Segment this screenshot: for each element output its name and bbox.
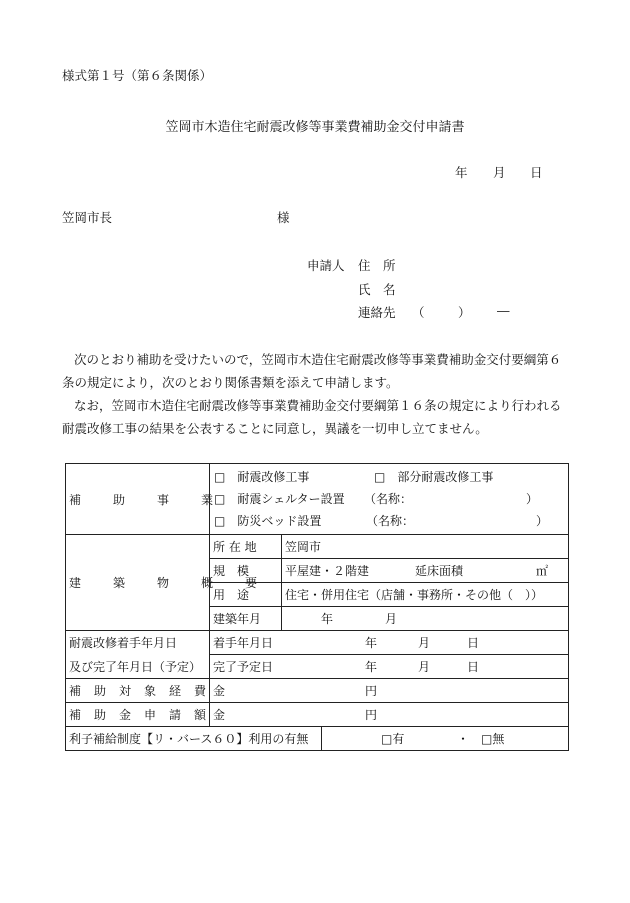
cost-label: 補 助 対 象 経 費	[66, 679, 210, 703]
option-partial-retrofit[interactable]: □ 部分耐震改修工事	[374, 470, 494, 484]
start-label: 着手年月日	[213, 635, 274, 650]
form-id: 様式第１号（第６条関係）	[62, 68, 213, 83]
floor-area-unit: ㎡	[536, 563, 549, 578]
request-label: 補 助 金 申 請 額	[66, 703, 210, 727]
applicant-address-label: 住 所	[358, 258, 396, 273]
cost-cell	[210, 679, 569, 703]
building-label: 建 築 物 概 要	[66, 535, 210, 631]
application-table	[65, 463, 569, 751]
interest-yes[interactable]: □有	[381, 731, 405, 746]
end-cell	[210, 655, 569, 679]
start-month: 月	[418, 635, 431, 650]
cost-prefix: 金	[213, 683, 226, 698]
start-cell	[210, 631, 569, 655]
contact-dash: ―	[497, 303, 510, 318]
bed-name-label: （名称：	[366, 514, 415, 528]
use-label: 用 途	[210, 583, 282, 607]
request-unit: 円	[365, 707, 378, 722]
end-label: 完了予定日	[213, 659, 274, 674]
date-year: 年	[455, 165, 468, 180]
scale-value: 平屋建・２階建	[285, 563, 370, 578]
built-label: 建築年月	[210, 607, 282, 631]
schedule-label-2: 及び完了年月日（予定）	[66, 655, 210, 679]
contact-open-paren: （	[412, 305, 425, 320]
request-prefix: 金	[213, 707, 226, 722]
option-disaster-bed[interactable]: □ 防災ベッド設置	[214, 514, 322, 528]
page-title: 笠岡市木造住宅耐震改修等事業費補助金交付申請書	[165, 120, 465, 135]
bed-name-close: ）	[536, 514, 549, 528]
addressee-name: 笠岡市長	[62, 210, 113, 225]
request-cell	[210, 703, 569, 727]
built-year: 年	[321, 611, 334, 626]
applicant-name-label: 氏 名	[358, 282, 396, 297]
scale-cell	[282, 559, 569, 583]
date-month: 月	[493, 165, 506, 180]
interest-cell	[322, 727, 569, 751]
applicant-contact-label: 連絡先	[358, 305, 396, 320]
body-text	[62, 348, 572, 440]
project-options	[210, 464, 569, 535]
applicant-label: 申請人	[307, 258, 345, 273]
use-value: 住宅・併用住宅（店舗・事務所・その他（ ））	[282, 583, 569, 607]
shelter-name-label: （名称：	[364, 492, 413, 506]
start-day: 日	[467, 635, 480, 650]
interest-no[interactable]: □無	[481, 731, 505, 746]
shelter-name-close: ）	[526, 492, 539, 506]
location-value: 笠岡市	[282, 535, 569, 559]
end-day: 日	[467, 659, 480, 674]
end-month: 月	[418, 659, 431, 674]
built-month: 月	[385, 611, 398, 626]
interest-label: 利子補給制度【リ・バース６０】利用の有無	[66, 727, 322, 751]
addressee-honorific: 様	[277, 210, 290, 225]
floor-area-label: 延床面積	[415, 563, 464, 578]
cost-unit: 円	[365, 683, 378, 698]
location-label: 所 在 地	[210, 535, 282, 559]
project-label: 補 助 事 業	[66, 464, 210, 535]
start-year: 年	[365, 635, 378, 650]
contact-close-paren: ）	[458, 305, 471, 320]
option-seismic-retrofit[interactable]: □ 耐震改修工事	[214, 470, 310, 484]
scale-label: 規 模	[210, 559, 282, 583]
built-cell	[282, 607, 569, 631]
end-year: 年	[365, 659, 378, 674]
option-shelter[interactable]: □ 耐震シェルター設置	[214, 492, 345, 506]
schedule-label-1: 耐震改修着手年月日	[66, 631, 210, 655]
body-paragraph-2: なお，笠岡市木造住宅耐震改修等事業費補助金交付要綱第１６条の規定により行われる耐震改修工事の結果を公表することに同意し，異議を一切申し立てません。	[62, 398, 562, 436]
interest-separator: ・	[457, 731, 470, 746]
body-paragraph-1: 次のとおり補助を受けたいので，笠岡市木造住宅耐震改修等事業費補助金交付要綱第６条の規定により，次のとおり関係書類を添えて申請します。	[62, 352, 562, 390]
date-day: 日	[530, 165, 543, 180]
